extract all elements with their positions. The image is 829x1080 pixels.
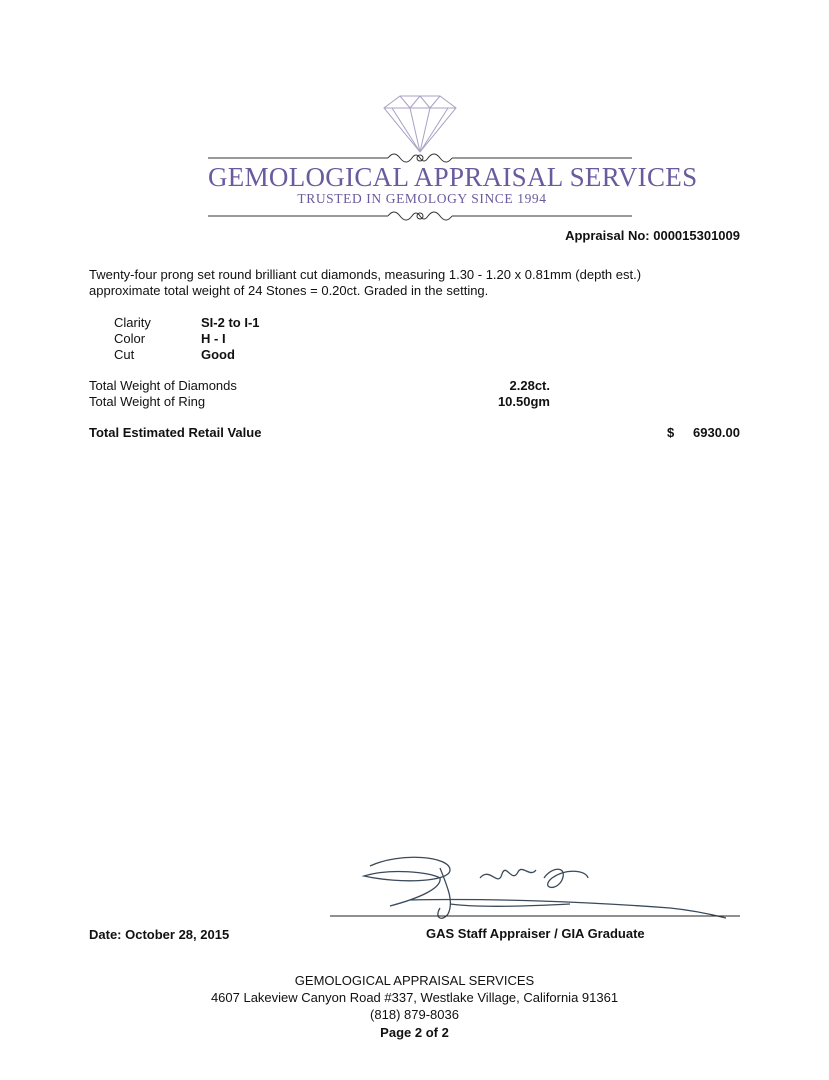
handwritten-signature bbox=[330, 848, 750, 928]
footer-phone: (818) 879-8036 bbox=[370, 1007, 459, 1022]
appraisal-date: Date: October 28, 2015 bbox=[89, 927, 230, 942]
appraisal-value: 000015301009 bbox=[653, 228, 740, 243]
total-weight-ring-value: 10.50gm bbox=[497, 394, 550, 409]
company-tagline: TRUSTED IN GEMOLOGY SINCE 1994 bbox=[297, 191, 547, 206]
item-description bbox=[89, 267, 749, 299]
grade-value-cut: Good bbox=[201, 347, 235, 362]
total-weight-ring-label: Total Weight of Ring bbox=[89, 394, 206, 409]
appraiser-title: GAS Staff Appraiser / GIA Graduate bbox=[426, 926, 645, 941]
footer-address: 4607 Lakeview Canyon Road #337, Westlake Village, California 91361 bbox=[210, 990, 619, 1005]
total-weight-diamonds-label: Total Weight of Diamonds bbox=[89, 378, 237, 393]
grade-value-clarity: SI-2 to I-1 bbox=[201, 315, 260, 330]
description-line-2: approximate total weight of 24 Stones = 0.20ct. Graded in the setting. bbox=[89, 283, 489, 298]
diamond-icon bbox=[384, 96, 456, 152]
grade-label-cut: Cut bbox=[114, 347, 135, 362]
retail-amount: 6930.00 bbox=[693, 425, 740, 440]
retail-value-label: Total Estimated Retail Value bbox=[89, 425, 262, 440]
company-name-logo: GEMOLOGICAL APPRAISAL SERVICES bbox=[208, 162, 698, 192]
footer-company: GEMOLOGICAL APPRAISAL SERVICES bbox=[294, 973, 535, 988]
description-line-1: Twenty-four prong set round brilliant cut diamonds, measuring 1.30 - 1.20 x 0.81mm (depth est.) bbox=[89, 267, 642, 282]
grade-label-color: Color bbox=[114, 331, 146, 346]
page-number: Page 2 of 2 bbox=[380, 1025, 449, 1040]
appraisal-label: Appraisal No: bbox=[565, 228, 650, 243]
grade-value-color: H - I bbox=[201, 331, 226, 346]
retail-currency: $ bbox=[667, 425, 675, 440]
ornament-bottom bbox=[208, 212, 632, 220]
appraisal-number bbox=[565, 228, 740, 243]
total-weight-diamonds-value: 2.28ct. bbox=[509, 378, 550, 393]
ornament-top bbox=[208, 154, 632, 162]
grade-label-clarity: Clarity bbox=[114, 315, 151, 330]
